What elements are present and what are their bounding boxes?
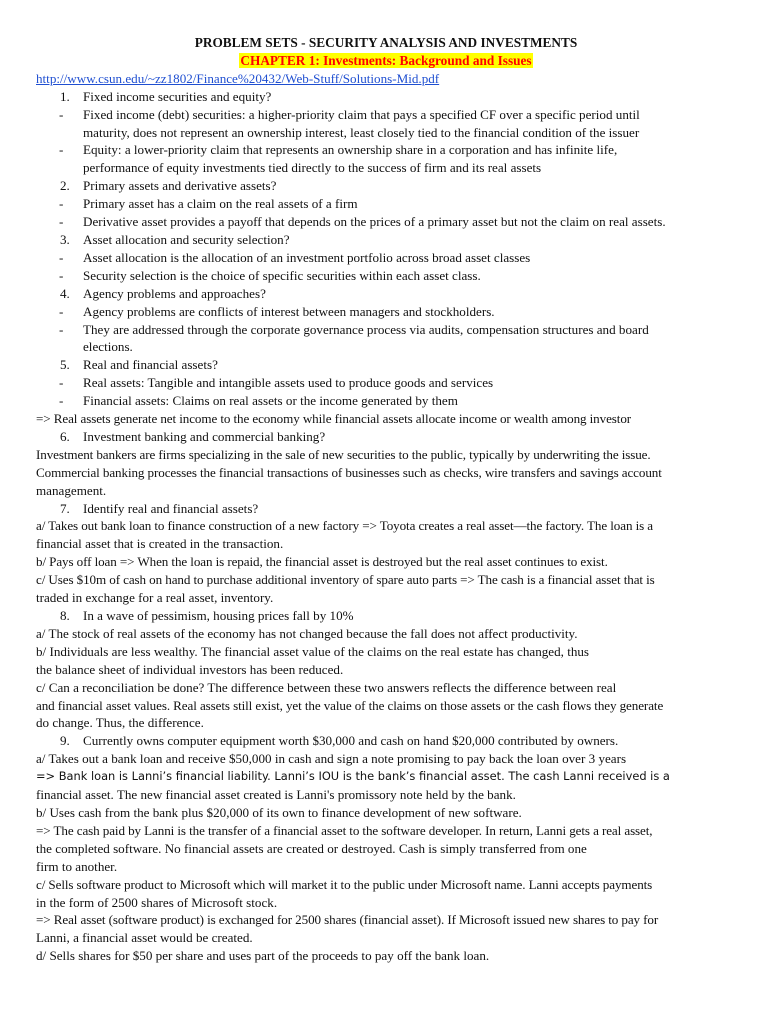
question-3: [36, 231, 736, 249]
question-text: Investment banking and commercial banking?: [83, 428, 326, 444]
question-number: 1.: [60, 88, 70, 104]
answer-continuation: => Bank loan is Lanni’s financial liability. Lanni’s IOU is the bank’s financial asset. The cash Lanni received is a: [36, 769, 670, 784]
question-8: [36, 607, 736, 625]
question-7: [36, 500, 736, 518]
answer-bullet: - Primary asset has a claim on the real assets of a firm: [59, 196, 358, 212]
answer-continuation: financial asset that is created in the transaction.: [36, 536, 284, 552]
question-number: 5.: [60, 357, 70, 373]
question-2: [36, 177, 736, 195]
document-title: PROBLEM SETS - SECURITY ANALYSIS AND INVESTMENTS: [194, 35, 578, 50]
answer-paragraph: b/ Pays off loan => When the loan is repaid, the financial asset is destroyed but the real asset continues to exist.: [36, 554, 608, 570]
answer-paragraph: d/ Sells shares for $50 per share and uses part of the proceeds to pay off the bank loan.: [36, 948, 490, 964]
answer-bullet: - Fixed income (debt) securities: a higher-priority claim that pays a specified CF over a specific period until: [59, 106, 640, 122]
answer-bullet: - Equity: a lower-priority claim that represents an ownership share in a corporation and has infinite life,: [59, 142, 618, 158]
answer-bullet: - Agency problems are conflicts of interest between managers and stockholders.: [59, 303, 495, 319]
answer-continuation: and financial asset values. Real assets still exist, yet the value of the claims on those assets or the cash flows they generate: [36, 697, 664, 713]
document-body: [36, 34, 736, 965]
answer-continuation: the balance sheet of individual investors has been reduced.: [36, 661, 344, 677]
question-text: Currently owns computer equipment worth $30,000 and cash on hand $20,000 contributed by owners.: [83, 733, 619, 749]
question-number: 2.: [60, 178, 70, 194]
answer-paragraph: b/ Uses cash from the bank plus $20,000 of its own to finance development of new software.: [36, 804, 522, 820]
chapter-heading: CHAPTER 1: Investments: Background and Issues: [240, 52, 532, 68]
question-number: 4.: [60, 285, 70, 301]
answer-continuation: traded in exchange for a real asset, inventory.: [36, 590, 274, 606]
question-text: In a wave of pessimism, housing prices fall by 10%: [83, 608, 354, 623]
answer-continuation: do change. Thus, the difference.: [36, 715, 204, 731]
answer-paragraph: a/ Takes out bank loan to finance construction of a new factory => Toyota creates a real asset—the factory. The loan is a: [36, 518, 653, 534]
question-6: [36, 428, 736, 446]
answer-continuation: firm to another.: [36, 858, 118, 874]
answer-bullet: - Security selection is the choice of specific securities within each asset class.: [59, 267, 481, 283]
answer-continuation: in the form of 2500 shares of Microsoft stock.: [36, 894, 278, 910]
solutions-link[interactable]: http://www.csun.edu/~zz1802/Finance%20432/Web-Stuff/Solutions-Mid.pdf: [36, 70, 440, 86]
question-text: Asset allocation and security selection?: [83, 231, 290, 247]
question-text: Primary assets and derivative assets?: [83, 178, 277, 194]
answer-bullet: - Asset allocation is the allocation of an investment portfolio across broad asset classes: [59, 249, 531, 265]
question-text: Identify real and financial assets?: [83, 500, 259, 516]
answer-continuation: => Real asset (software product) is exchanged for 2500 shares (financial asset). If Microsoft issued new shares to pay for: [36, 912, 659, 928]
question-5: [36, 356, 736, 374]
question-text: Real and financial assets?: [83, 357, 218, 373]
answer-continuation: => The cash paid by Lanni is the transfer of a financial asset to the software developer. In return, Lanni gets a real asset,: [36, 822, 653, 838]
question-4: [36, 285, 736, 303]
question-text: Fixed income securities and equity?: [83, 88, 272, 104]
answer-bullet: - Derivative asset provides a payoff that depends on the prices of a primary asset but not the claim on real assets.: [59, 214, 666, 230]
answer-paragraph: c/ Sells software product to Microsoft which will market it to the public under Microsoft name. Lanni accepts payments: [36, 876, 653, 892]
answer-continuation: Lanni, a financial asset would be created.: [36, 930, 253, 946]
question-9: [36, 732, 736, 750]
answer-paragraph: a/ Takes out a bank loan and receive $50,000 in cash and sign a note promising to pay back the loan over 3 years: [36, 751, 627, 767]
question-number: 9.: [60, 733, 70, 749]
answer-bullet: - Financial assets: Claims on real assets or the income generated by them: [59, 393, 458, 409]
answer-paragraph: b/ Individuals are less wealthy. The financial asset value of the claims on the real estate has changed, thus: [36, 643, 590, 659]
answer-bullet: - They are addressed through the corporate governance process via audits, compensation structures and board: [59, 321, 649, 337]
answer-paragraph: c/ Uses $10m of cash on hand to purchase additional inventory of spare auto parts => The cash is a financial asset that is: [36, 572, 655, 588]
answer-continuation: financial asset. The new financial asset created is Lanni's promissory note held by the bank.: [36, 787, 516, 803]
question-number: 3.: [60, 231, 70, 247]
answer-continuation: management.: [36, 482, 107, 498]
answer-paragraph: c/ Can a reconciliation be done? The difference between these two answers reflects the difference between real: [36, 679, 617, 695]
question-number: 8.: [60, 608, 70, 623]
answer-paragraph: a/ The stock of real assets of the economy has not changed because the fall does not affect productivity.: [36, 625, 578, 641]
answer-paragraph: Commercial banking processes the financial transactions of businesses such as checks, wire transfers and savings account: [36, 464, 662, 480]
answer-continuation: the completed software. No financial assets are created or destroyed. Cash is simply transferred from one: [36, 840, 587, 856]
question-number: 6.: [60, 428, 70, 444]
answer-continuation: maturity, does not represent an ownership interest, least closely tied to the financial condition of the issuer: [83, 124, 640, 140]
answer-continuation: performance of equity investments tied directly to the success of firm and its real assets: [83, 160, 542, 176]
question-1: [36, 88, 736, 106]
question-number: 7.: [60, 500, 70, 516]
answer-continuation: elections.: [83, 339, 133, 355]
answer-paragraph: => Real assets generate net income to the economy while financial assets allocate income or wealth among investor: [36, 411, 632, 427]
answer-paragraph: Investment bankers are firms specializing in the sale of new securities to the public, typically by underwriting the issue.: [36, 446, 651, 462]
answer-bullet: - Real assets: Tangible and intangible assets used to produce goods and services: [59, 375, 494, 391]
question-text: Agency problems and approaches?: [83, 285, 266, 301]
